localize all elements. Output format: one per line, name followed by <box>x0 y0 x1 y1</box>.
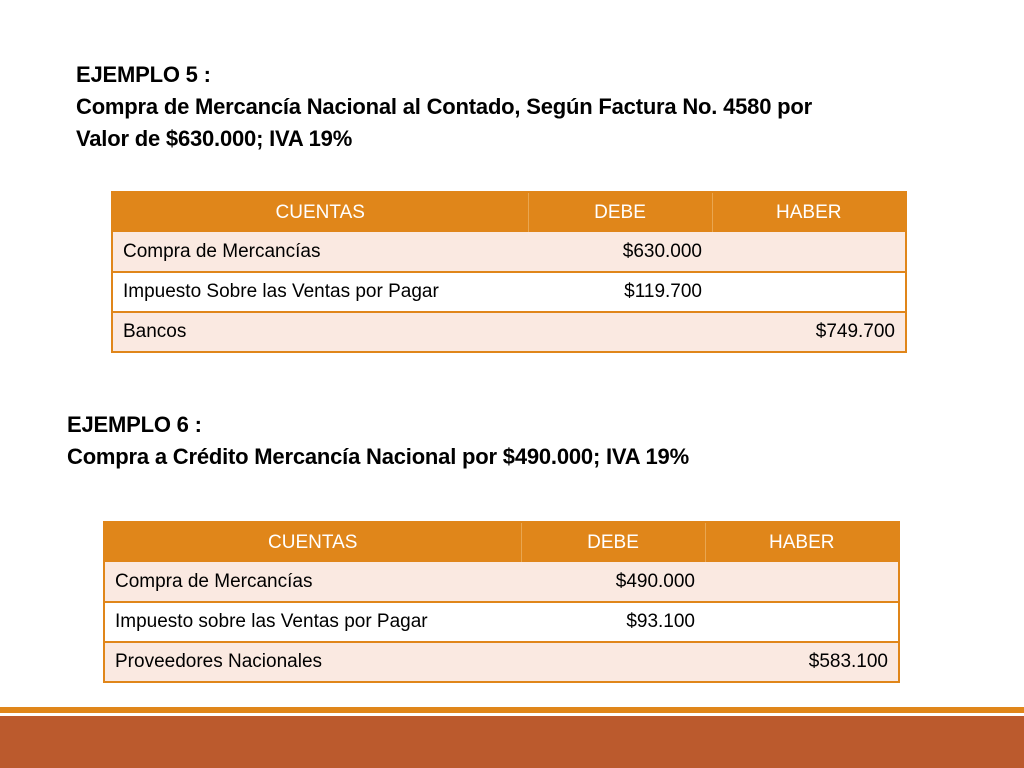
header-haber: HABER <box>705 522 899 562</box>
example-5-description-line-1: Compra de Mercancía Nacional al Contado, Según Factura No. 4580 por <box>76 94 813 119</box>
table-header-row <box>112 192 906 232</box>
example-6-heading <box>67 409 689 473</box>
table-row <box>104 602 899 642</box>
header-haber: HABER <box>712 192 906 232</box>
cell-cuenta: Impuesto Sobre las Ventas por Pagar <box>112 272 528 312</box>
cell-cuenta: Bancos <box>112 312 528 352</box>
cell-haber: $749.700 <box>712 312 906 352</box>
footer-bar <box>0 716 1024 768</box>
example-6-description-line-1: Compra a Crédito Mercancía Nacional por $490.000; IVA 19% <box>67 444 689 469</box>
cell-cuenta: Compra de Mercancías <box>104 562 521 602</box>
header-cuentas: CUENTAS <box>104 522 521 562</box>
table-row <box>112 272 906 312</box>
cell-haber: $583.100 <box>705 642 899 682</box>
example-5-title: EJEMPLO 5 : <box>76 62 211 87</box>
table-row <box>112 232 906 272</box>
cell-haber <box>712 272 906 312</box>
cell-debe: $490.000 <box>521 562 705 602</box>
cell-debe: $119.700 <box>528 272 712 312</box>
example-6-ledger-table <box>103 521 900 683</box>
cell-debe <box>528 312 712 352</box>
example-6-title: EJEMPLO 6 : <box>67 412 202 437</box>
cell-cuenta: Proveedores Nacionales <box>104 642 521 682</box>
header-debe: DEBE <box>521 522 705 562</box>
example-5-ledger-table <box>111 191 907 353</box>
example-5-description-line-2: Valor de $630.000; IVA 19% <box>76 126 353 151</box>
footer-accent-line <box>0 707 1024 713</box>
cell-haber <box>712 232 906 272</box>
cell-haber <box>705 602 899 642</box>
header-cuentas: CUENTAS <box>112 192 528 232</box>
cell-debe: $93.100 <box>521 602 705 642</box>
table-header-row <box>104 522 899 562</box>
cell-haber <box>705 562 899 602</box>
cell-cuenta: Impuesto sobre las Ventas por Pagar <box>104 602 521 642</box>
cell-debe <box>521 642 705 682</box>
table-row <box>112 312 906 352</box>
cell-debe: $630.000 <box>528 232 712 272</box>
table-row <box>104 562 899 602</box>
header-debe: DEBE <box>528 192 712 232</box>
example-5-heading <box>76 59 812 155</box>
table-row <box>104 642 899 682</box>
cell-cuenta: Compra de Mercancías <box>112 232 528 272</box>
